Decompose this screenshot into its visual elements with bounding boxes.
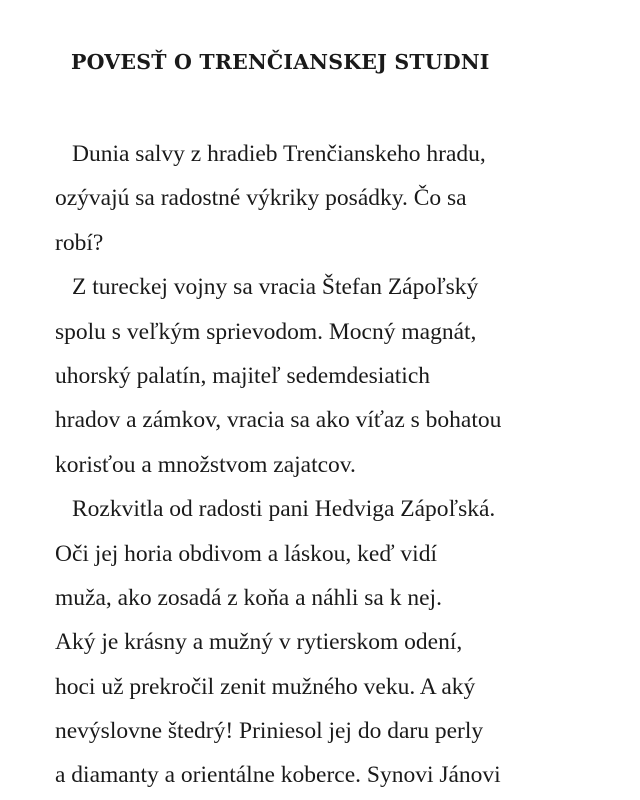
text-line: Oči jej horia obdivom a láskou, keď vidí <box>55 540 437 567</box>
story-text <box>55 132 615 798</box>
text-line: ozývajú sa radostné výkriky posádky. Čo sa <box>55 185 467 212</box>
text-line: hoci už prekročil zenit mužného veku. A aký <box>55 673 476 700</box>
text-line: robí? <box>55 229 104 256</box>
text-line: Z tureckej vojny sa vracia Štefan Zápoľský <box>72 274 479 301</box>
text-line: spolu s veľkým sprievodom. Mocný magnát, <box>55 318 477 345</box>
text-line: Rozkvitla od radosti pani Hedviga Zápoľská. <box>72 496 496 523</box>
text-line: hradov a zámkov, vracia sa ako víťaz s bohatou <box>55 407 502 434</box>
text-line: korisťou a množstvom zajatcov. <box>55 451 356 478</box>
text-line: uhorský palatín, majiteľ sedemdesiatich <box>55 362 431 389</box>
text-line: a diamanty a orientálne koberce. Synovi Jánovi <box>55 762 501 789</box>
text-line: nevýslovne štedrý! Priniesol jej do daru perly <box>55 718 484 745</box>
text-line: Aký je krásny a mužný v rytierskom odení, <box>55 629 463 656</box>
text-line: muža, ako zosadá z koňa a náhli sa k nej. <box>55 584 442 611</box>
chapter-title: POVESŤ O TRENČIANSKEJ STUDNI <box>71 50 490 74</box>
text-line: Dunia salvy z hradieb Trenčianskeho hradu, <box>72 141 486 167</box>
